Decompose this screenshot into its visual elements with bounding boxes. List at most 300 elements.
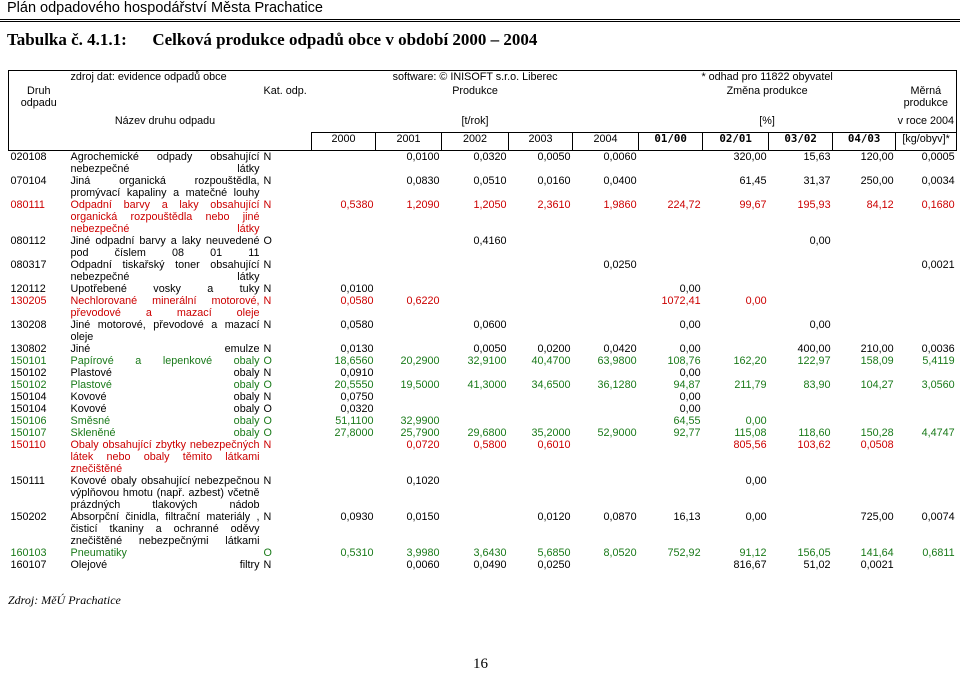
value-cell-v2002: 0,5800 [473,439,507,451]
value-cell-v2000: 0,0750 [340,391,374,403]
waste-code: 080112 [10,235,46,247]
value-cell-c2 [703,391,769,403]
value-cell-c2 [703,259,769,283]
waste-code: 150102 [10,379,47,391]
change-col: 03/02 [769,133,833,151]
table-row [9,235,957,259]
value-cell-c3: 0,00 [809,235,831,247]
value-cell-c1 [639,559,703,571]
value-cell-v2004 [573,391,639,403]
value-cell-v2002: 0,0600 [473,319,507,331]
table-row [9,391,957,403]
value-cell-c1: 0,00 [679,283,701,295]
waste-code: 130802 [10,343,47,355]
waste-name: Kovové obaly obsahující nebezpečnou výplňovou hmotu (např. azbest) včetně prázdných tlakových nádob [70,475,260,511]
table-row [9,355,957,367]
value-cell-c3 [769,367,833,379]
value-cell-v2000: 0,0910 [340,367,374,379]
value-cell-c3: 0,00 [809,319,831,331]
table-row [9,379,957,391]
table-row [9,199,957,235]
waste-code: 160107 [10,559,47,571]
waste-name: Upotřebené vosky a tuky [70,283,260,295]
value-cell-v2000: 51,1100 [335,415,374,427]
value-cell-m [896,475,957,511]
software-label: software: © INISOFT s.r.o. Liberec [312,71,639,85]
waste-category: N [263,151,272,163]
header-rule [0,19,960,20]
value-cell-v2001: 0,0100 [406,151,440,163]
value-cell-c2: 61,45 [739,175,767,187]
value-cell-m: 0,0074 [921,511,955,523]
table-row [9,259,957,283]
merna-produkce-header: Měrná produkce [896,85,957,115]
value-cell-v2004 [573,403,639,415]
value-cell-v2002 [442,391,509,403]
value-cell-c1: 1072,41 [661,295,701,307]
unit-percent: [%] [759,114,775,127]
waste-name: Pneumatiky [70,547,127,559]
value-cell-v2003 [509,403,573,415]
value-cell-m [896,283,957,295]
value-cell-c3: 118,60 [798,427,831,439]
value-cell-v2001 [376,235,442,259]
value-cell-c4 [833,259,896,283]
value-cell-v2003 [509,415,573,427]
value-cell-v2003: 0,0250 [537,559,571,571]
source-note: Zdroj: MěÚ Prachatice [8,593,121,607]
value-cell-c1: 108,76 [667,355,701,367]
value-cell-c1 [639,235,703,259]
value-cell-v2001 [376,283,442,295]
waste-code: 150101 [10,355,47,367]
value-cell-v2004 [573,295,639,319]
waste-category: N [263,439,272,451]
waste-name: Plastové obaly [70,367,260,379]
waste-name: Papírové a lepenkové obaly [70,355,260,367]
value-cell-v2000: 0,0580 [340,295,374,307]
waste-category: N [263,259,272,271]
waste-code: 150111 [10,475,45,487]
value-cell-v2003: 35,2000 [531,427,571,439]
value-cell-c4 [833,403,896,415]
waste-name: Kovové obaly [70,391,260,403]
value-cell-v2002: 0,0050 [473,343,507,355]
value-cell-m [896,367,957,379]
value-cell-m: 0,0036 [921,343,955,355]
table-row [9,547,957,559]
table-row [9,475,957,511]
value-cell-v2002 [442,259,509,283]
value-cell-v2001: 0,0830 [406,175,440,187]
value-cell-c1 [639,259,703,283]
value-cell-c2 [703,403,769,415]
druh-odpadu-header: Druh odpadu [9,85,69,115]
kat-odp-header: Kat. odp. [263,84,307,97]
table-row [9,511,957,547]
value-cell-v2003: 5,6850 [537,547,571,559]
table-row [9,295,957,319]
value-cell-c4: 104,27 [860,379,894,391]
value-cell-c3: 156,05 [797,547,831,559]
value-cell-v2002: 0,0510 [473,175,507,187]
value-cell-c3 [769,415,833,427]
change-col: 04/03 [833,133,896,151]
value-cell-v2004: 0,0250 [603,259,637,271]
year-col: 2003 [509,133,573,151]
table-row [9,439,957,475]
waste-code: 130205 [10,295,47,307]
waste-category: N [263,559,272,571]
value-cell-v2004: 52,9000 [597,427,637,439]
waste-code: 150104 [10,403,47,415]
value-cell-v2002 [442,403,509,415]
value-cell-m [896,235,957,259]
value-cell-v2003 [509,283,573,295]
value-cell-v2000 [312,259,376,283]
value-cell-v2000 [312,439,376,475]
value-cell-c2: 320,00 [733,151,767,163]
waste-name: Odpadní barvy a laky obsahující organická rozpouštědla nebo jiné nebezpečné látky [70,199,260,235]
zmena-produkce-header: Změna produkce [726,84,808,97]
value-cell-v2000 [312,235,376,259]
header-rule-double [0,21,960,22]
year-col: 2000 [312,133,376,151]
value-cell-v2003: 0,0160 [537,175,571,187]
value-cell-v2001: 3,9980 [406,547,440,559]
waste-name: Obaly obsahující zbytky nebezpečných látek nebo obaly těmito látkami znečištěné [70,439,260,475]
value-cell-v2001 [376,343,442,355]
waste-category: N [263,391,272,403]
table-row [9,283,957,295]
value-cell-c4: 84,12 [866,199,894,211]
unit-tonnes: [t/rok] [461,114,489,127]
value-cell-v2001: 32,9900 [400,415,440,427]
value-cell-c2 [703,319,769,343]
value-cell-c3: 51,02 [803,559,831,571]
value-cell-c3: 122,97 [797,355,831,367]
value-cell-v2002: 32,9100 [467,355,507,367]
value-cell-c3 [769,391,833,403]
waste-name: Agrochemické odpady obsahující nebezpečné látky [70,151,260,175]
value-cell-v2000: 0,0130 [340,343,374,355]
waste-code: 150104 [10,391,47,403]
value-cell-v2000: 18,6560 [334,355,374,367]
waste-category: O [263,415,272,427]
value-cell-c4: 120,00 [860,151,894,163]
value-cell-v2004 [573,475,639,511]
value-cell-c1: 16,13 [673,511,701,523]
value-cell-c4: 725,00 [860,511,894,523]
waste-name: Kovové obaly [70,403,260,415]
waste-name: Jiné odpadní barvy a laky neuvedené pod číslem 08 01 11 [70,235,260,259]
waste-category: N [263,319,272,331]
waste-category: N [263,295,272,307]
value-cell-c1: 64,55 [673,415,701,427]
value-cell-m: 0,0021 [921,259,955,271]
value-cell-v2001 [376,259,442,283]
value-cell-m: 0,0034 [921,175,955,187]
value-cell-c4: 210,00 [860,343,894,355]
year-col: 2001 [376,133,442,151]
value-cell-v2003: 0,0120 [537,511,571,523]
value-cell-c1 [639,475,703,511]
waste-name: Jiná organická rozpouštědla, promývací kapaliny a matečné louhy [70,175,260,199]
value-cell-c1: 94,87 [673,379,701,391]
waste-code: 080111 [10,199,45,211]
value-cell-m: 0,6811 [922,547,955,559]
value-cell-c4 [833,475,896,511]
value-cell-v2001 [376,391,442,403]
value-cell-v2002: 0,0490 [473,559,507,571]
value-cell-c2: 91,12 [739,547,767,559]
value-cell-v2002 [442,511,509,547]
value-cell-v2002 [442,475,509,511]
waste-code: 150102 [10,367,47,379]
value-cell-c1: 224,72 [667,199,701,211]
value-cell-v2004: 0,0870 [603,511,637,523]
waste-category: N [263,199,272,211]
value-cell-c2 [703,367,769,379]
year-col: 2002 [442,133,509,151]
waste-name: Jiné emulze [70,343,260,355]
value-cell-v2004: 63,9800 [597,355,637,367]
value-cell-v2002: 1,2050 [473,199,507,211]
table-row [9,415,957,427]
value-cell-c2: 99,67 [739,199,767,211]
value-cell-v2001: 0,0060 [406,559,440,571]
page-number: 16 [473,656,488,672]
year-2004-label: v roce 2004 [896,115,957,133]
value-cell-m: 3,0560 [921,379,955,391]
value-cell-m [896,391,957,403]
table-row [9,175,957,199]
value-cell-v2003 [509,235,573,259]
value-cell-c2: 115,08 [734,427,767,439]
value-cell-c1: 0,00 [679,391,701,403]
table-row [9,559,957,571]
value-cell-v2001: 20,2900 [400,355,440,367]
change-col: 02/01 [703,133,769,151]
value-cell-v2001: 25,7900 [400,427,440,439]
value-cell-c2 [703,235,769,259]
value-cell-v2001: 0,0720 [406,439,440,451]
value-cell-c4 [833,319,896,343]
waste-code: 150202 [10,511,47,523]
value-cell-v2002: 0,4160 [473,235,507,247]
value-cell-v2000 [312,559,376,571]
value-cell-m [896,559,957,571]
value-cell-m [896,295,957,319]
value-cell-c3 [769,259,833,283]
waste-category: O [263,355,272,367]
value-cell-c1 [639,151,703,176]
value-cell-c4: 0,0508 [860,439,894,451]
value-cell-m [896,415,957,427]
value-cell-m: 0,0005 [921,151,955,163]
value-cell-c2 [703,343,769,355]
value-cell-v2000: 27,8000 [334,427,374,439]
waste-code: 120112 [10,283,46,295]
value-cell-c4: 250,00 [860,175,894,187]
value-cell-v2000 [312,475,376,511]
value-cell-c1: 752,92 [667,547,701,559]
value-cell-c3 [769,475,833,511]
waste-category: N [263,367,272,379]
table-row [9,367,957,379]
value-cell-v2001: 0,6220 [406,295,440,307]
waste-name: Plastové obaly [70,379,260,391]
value-cell-v2001: 0,1020 [406,475,440,487]
waste-category: N [263,343,272,355]
waste-name: Absorpční činidla, filtrační materiály , čisticí tkaniny a ochranné oděvy znečištěné nebezpečnými látkami [70,511,260,547]
value-cell-v2002: 41,3000 [467,379,507,391]
table-row [9,427,957,439]
table-row [9,343,957,355]
waste-code: 150110 [10,439,46,451]
value-cell-v2000 [312,151,376,176]
value-cell-v2003 [509,367,573,379]
value-cell-v2000: 0,5310 [340,547,374,559]
value-cell-c3: 31,37 [803,175,831,187]
value-cell-v2002 [442,283,509,295]
value-cell-v2001: 1,2090 [406,199,440,211]
value-cell-c3: 195,93 [797,199,831,211]
value-cell-c2: 0,00 [745,475,767,487]
change-col: 01/00 [639,133,703,151]
waste-code: 070104 [10,175,47,187]
value-cell-v2001: 0,0150 [406,511,440,523]
value-cell-c1: 0,00 [679,367,701,379]
value-cell-v2001 [376,367,442,379]
value-cell-v2004: 0,0060 [603,151,637,163]
waste-category: N [263,475,272,487]
table-heading: Tabulka č. 4.1.1: Celková produkce odpadů obce v období 2000 – 2004 [7,30,538,49]
value-cell-v2003 [509,475,573,511]
value-cell-c4 [833,283,896,295]
value-cell-v2002 [442,415,509,427]
value-cell-v2003: 0,0200 [537,343,571,355]
value-cell-v2003: 2,3610 [537,199,571,211]
value-cell-c2: 0,00 [745,511,767,523]
value-cell-v2004 [573,559,639,571]
value-cell-c3: 400,00 [797,343,831,355]
waste-name: Olejové filtry [70,559,260,571]
value-cell-c2 [703,283,769,295]
value-cell-v2003 [509,295,573,319]
value-cell-m: 0,1680 [921,199,955,211]
value-cell-c3: 15,63 [803,151,831,163]
value-cell-v2004: 8,0520 [603,547,637,559]
year-col: 2004 [573,133,639,151]
value-cell-v2004: 1,9860 [603,199,637,211]
waste-category: O [263,403,272,415]
unit-per-capita: [kg/obyv]* [896,133,957,151]
value-cell-v2004 [573,283,639,295]
table-row [9,319,957,343]
value-cell-c4 [833,415,896,427]
value-cell-v2000: 0,0930 [340,511,374,523]
value-cell-v2000: 0,5380 [340,199,374,211]
value-cell-c4 [833,295,896,319]
value-cell-v2000: 0,0580 [340,319,374,331]
value-cell-v2000 [312,175,376,199]
value-cell-v2004: 0,0420 [603,343,637,355]
value-cell-v2000: 20,5550 [334,379,374,391]
nazev-druhu-header: Název druhu odpadu [114,114,216,127]
value-cell-v2004 [573,235,639,259]
value-cell-v2002: 3,6430 [473,547,507,559]
value-cell-c1: 0,00 [679,343,701,355]
page-header: Plán odpadového hospodářství Města Prachatice [7,0,323,16]
waste-category: O [263,427,272,439]
value-cell-v2001 [376,319,442,343]
value-cell-v2001: 19,5000 [400,379,440,391]
value-cell-c4 [833,235,896,259]
waste-category: N [263,283,272,295]
value-cell-v2003: 0,6010 [537,439,571,451]
value-cell-c3 [769,403,833,415]
waste-name: Odpadní tiskařský toner obsahující nebezpečné látky [70,259,260,283]
value-cell-v2004: 0,0400 [603,175,637,187]
value-cell-v2004 [573,415,639,427]
value-cell-c4: 141,64 [860,547,894,559]
waste-code: 080317 [10,259,47,271]
table-row [9,403,957,415]
value-cell-c2: 162,20 [733,355,767,367]
waste-category: O [263,235,272,247]
value-cell-v2004 [573,319,639,343]
value-cell-v2003 [509,319,573,343]
value-cell-v2003 [509,391,573,403]
value-cell-v2003 [509,259,573,283]
value-cell-v2003: 0,0050 [537,151,571,163]
waste-category: O [263,379,272,391]
value-cell-v2002: 0,0320 [473,151,507,163]
value-cell-v2002 [442,367,509,379]
value-cell-c3 [769,283,833,295]
value-cell-v2001 [376,403,442,415]
value-cell-v2002 [442,295,509,319]
waste-code: 150107 [10,427,47,439]
waste-code: 020108 [10,151,47,163]
value-cell-v2004 [573,439,639,475]
value-cell-c1: 0,00 [679,403,701,415]
value-cell-c2: 816,67 [733,559,767,571]
value-cell-c4 [833,391,896,403]
value-cell-c2: 211,79 [734,379,767,391]
value-cell-v2000: 0,0320 [340,403,374,415]
value-cell-c4 [833,367,896,379]
value-cell-m: 5,4119 [922,355,955,367]
waste-name: Směsné obaly [70,415,260,427]
value-cell-c1 [639,175,703,199]
value-cell-c4: 0,0021 [860,559,894,571]
value-cell-c2: 805,56 [733,439,767,451]
value-cell-c2: 0,00 [745,415,767,427]
waste-name: Nechlorované minerální motorové, převodové a mazací oleje [70,295,260,319]
value-cell-c1 [639,439,703,475]
value-cell-c4: 158,09 [860,355,894,367]
waste-name: Skleněné obaly [70,427,260,439]
value-cell-c3: 83,90 [803,379,831,391]
value-cell-m [896,319,957,343]
waste-category: N [263,511,272,523]
waste-table [8,70,957,571]
value-cell-c4: 150,28 [860,427,894,439]
waste-name: Jiné motorové, převodové a mazací oleje [70,319,260,343]
value-cell-v2003: 40,4700 [531,355,571,367]
